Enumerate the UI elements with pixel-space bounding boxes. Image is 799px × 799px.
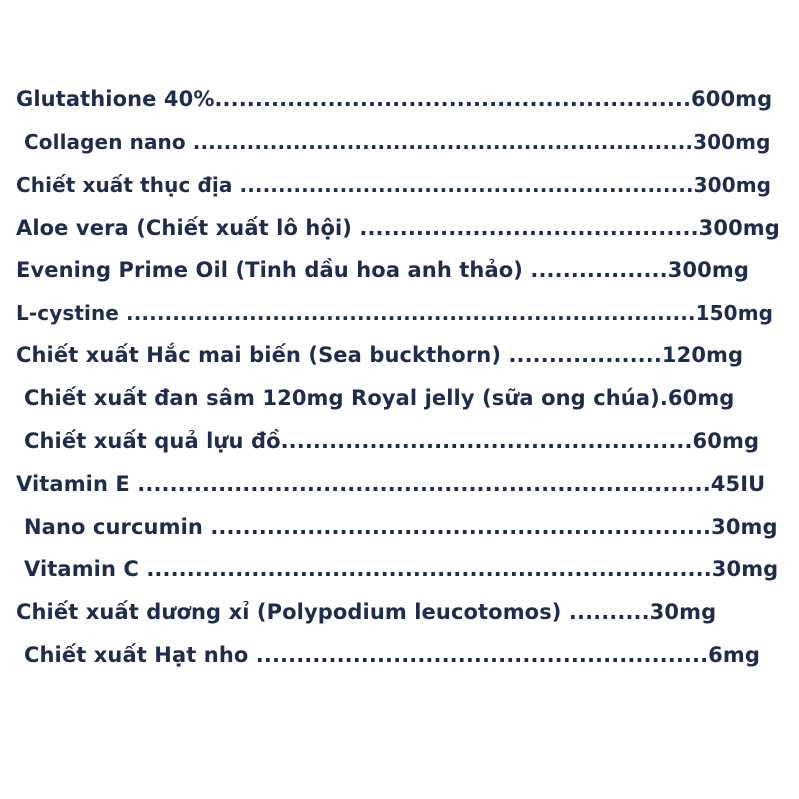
ingredient-line-dan-sam-royal-jelly: Chiết xuất đan sâm 120mg Royal jelly (sữa ong chúa).60mg: [24, 386, 735, 410]
ingredient-line-thuc-dia: Chiết xuất thục địa ...........................................................300mg: [16, 173, 772, 197]
ingredient-line-vitamin-c: Vitamin C ......................................................................30mg: [24, 557, 779, 581]
ingredient-line-pomegranate: Chiết xuất quả lựu đồ...................................................60mg: [24, 429, 760, 453]
ingredient-line-l-cystine: L-cystine ..........................................................................150mg: [16, 301, 774, 325]
ingredient-line-nano-curcumin: Nano curcumin ..............................................................30mg: [24, 515, 778, 539]
ingredient-line-polypodium: Chiết xuất dương xỉ (Polypodium leucotomos) ..........30mg: [16, 600, 717, 624]
ingredient-line-vitamin-e: Vitamin E .......................................................................45IU: [16, 472, 766, 496]
ingredient-line-aloe-vera: Aloe vera (Chiết xuất lô hội) ..........................................300mg: [16, 216, 780, 240]
ingredient-line-evening-prime-oil: Evening Prime Oil (Tinh dầu hoa anh thảo) .................300mg: [16, 258, 749, 282]
ingredient-line-collagen: Collagen nano .................................................................300mg: [24, 130, 771, 154]
ingredient-line-sea-buckthorn: Chiết xuất Hắc mai biến (Sea buckthorn) ...................120mg: [16, 343, 744, 367]
ingredient-line-grape-seed: Chiết xuất Hạt nho ........................................................6mg: [24, 643, 760, 667]
ingredient-line-glutathione: Glutathione 40%...........................................................600mg: [16, 87, 773, 111]
